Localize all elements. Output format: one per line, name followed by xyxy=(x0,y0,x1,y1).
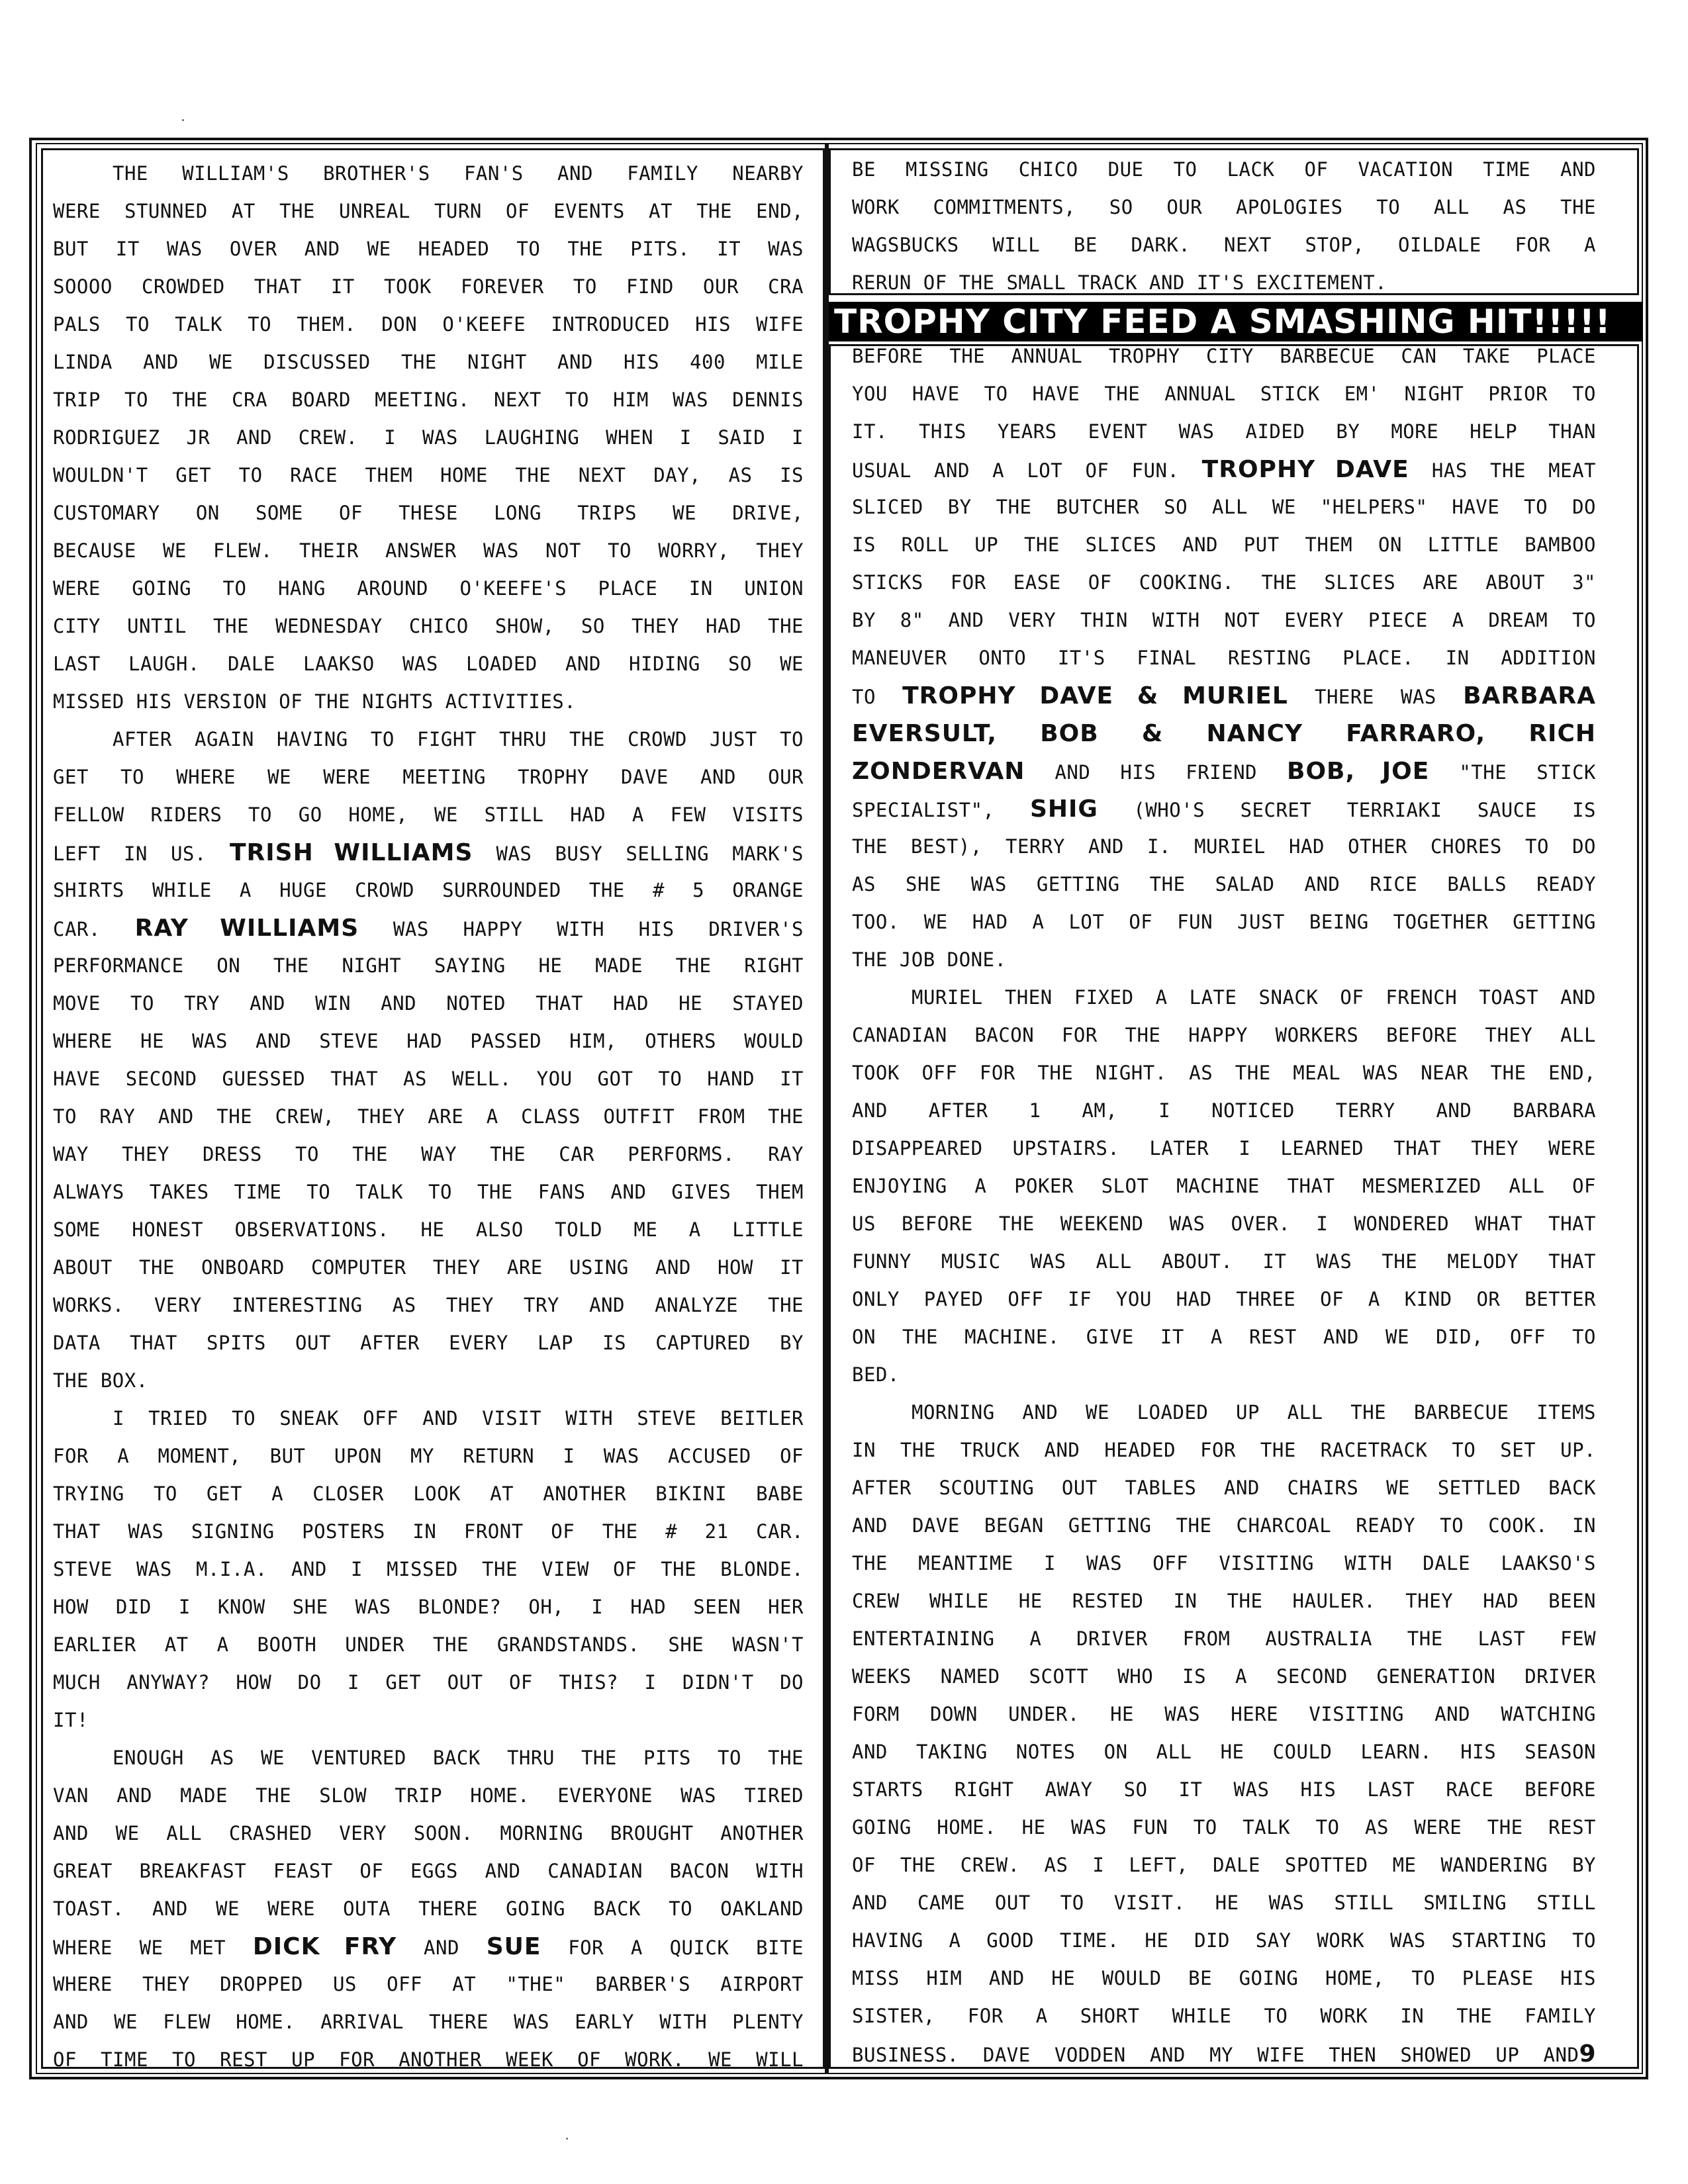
text-run: BECAUSE WE FLEW. THEIR ANSWER WAS NOT TO WORRY, THEY xyxy=(53,539,804,562)
text-run: AND xyxy=(397,1936,487,1959)
text-run: THE MEANTIME I WAS OFF VISITING WITH DALE LAAKSO'S xyxy=(852,1552,1596,1574)
text-line xyxy=(852,451,1596,488)
text-line xyxy=(852,639,1596,677)
text-line xyxy=(852,226,1596,264)
text-line xyxy=(852,1771,1596,1809)
text-run: CITY UNTIL THE WEDNESDAY CHICO SHOW, SO THEY HAD THE xyxy=(53,615,804,637)
text-run: TO RAY AND THE CREW, THEY ARE A CLASS OUTFIT FROM THE xyxy=(53,1105,804,1128)
text-run: BED. xyxy=(852,1363,900,1386)
text-run: GOING HOME. HE WAS FUN TO TALK TO AS WERE THE REST xyxy=(852,1816,1596,1839)
text-run: CAR. xyxy=(53,918,135,940)
text-run: WHERE WE MET xyxy=(53,1936,253,1959)
text-line xyxy=(53,683,804,721)
text-run: THE BEST), TERRY AND I. MURIEL HAD OTHER CHORES TO DO xyxy=(852,835,1596,858)
text-line xyxy=(53,1437,804,1475)
text-run: AND CAME OUT TO VISIT. HE WAS STILL SMILING STILL xyxy=(852,1891,1596,1914)
text-line xyxy=(53,230,804,268)
text-line xyxy=(53,1664,804,1702)
text-line xyxy=(53,1588,804,1626)
text-run: WERE STUNNED AT THE UNREAL TURN OF EVENTS AT THE END, xyxy=(53,200,804,222)
text-run: DISAPPEARED UPSTAIRS. LATER I LEARNED THAT THEY WERE xyxy=(852,1137,1596,1160)
text-run: YOU HAVE TO HAVE THE ANNUAL STICK EM' NIGHT PRIOR TO xyxy=(852,383,1596,405)
right-top-text xyxy=(852,151,1596,302)
text-run: CANADIAN BACON FOR THE HAPPY WORKERS BEFORE THEY ALL xyxy=(852,1024,1596,1046)
bold-name: TROPHY DAVE xyxy=(1201,456,1409,483)
text-run: OF THE CREW. AS I LEFT, DALE SPOTTED ME WANDERING BY xyxy=(852,1854,1596,1876)
text-run: TOOK OFF FOR THE NIGHT. AS THE MEAL WAS NEAR THE END, xyxy=(852,1062,1596,1084)
text-line xyxy=(53,947,804,985)
text-line xyxy=(852,677,1596,715)
text-line xyxy=(53,1513,804,1551)
text-line xyxy=(852,1960,1596,1997)
text-line xyxy=(852,488,1596,526)
text-line xyxy=(852,375,1596,413)
text-run: TOAST. AND WE WERE OUTA THERE GOING BACK TO OAKLAND xyxy=(53,1897,804,1920)
text-run: AND HIS FRIEND xyxy=(1025,761,1288,784)
text-run: ABOUT THE ONBOARD COMPUTER THEY ARE USING AND HOW IT xyxy=(53,1256,804,1279)
text-line xyxy=(53,721,804,758)
text-line xyxy=(852,1884,1596,1922)
article-headline: TROPHY CITY FEED A SMASHING HIT!!!!! xyxy=(829,302,1643,341)
text-run: SPECIALIST", xyxy=(852,799,1030,821)
text-line xyxy=(53,872,804,909)
text-run: OF TIME TO REST UP FOR ANOTHER WEEK OF WORK. WE WILL xyxy=(53,2048,804,2071)
text-run: THERE WAS xyxy=(1288,686,1464,708)
bold-name: RAY WILLIAMS xyxy=(134,915,359,942)
text-line xyxy=(852,1469,1596,1507)
text-line xyxy=(53,1136,804,1173)
text-run: AND TAKING NOTES ON ALL HE COULD LEARN. HIS SEASON xyxy=(852,1741,1596,1763)
text-line xyxy=(53,758,804,796)
text-run: ENOUGH AS WE VENTURED BACK THRU THE PITS TO THE xyxy=(113,1747,804,1769)
text-line xyxy=(852,1281,1596,1318)
text-run: "THE STICK xyxy=(1429,761,1596,784)
text-line xyxy=(53,2003,804,2041)
text-line xyxy=(53,1173,804,1211)
text-run: TO xyxy=(852,686,903,708)
text-line xyxy=(53,1626,804,1664)
text-run: PERFORMANCE ON THE NIGHT SAYING HE MADE THE RIGHT xyxy=(53,954,804,977)
text-run: SOOOO CROWDED THAT IT TOOK FOREVER TO FIND OUR CRA xyxy=(53,275,804,298)
text-run: TRYING TO GET A CLOSER LOOK AT ANOTHER BIKINI BABE xyxy=(53,1482,804,1505)
text-run: AND WE FLEW HOME. ARRIVAL THERE WAS EARLY WITH PLENTY xyxy=(53,2011,804,2033)
text-line xyxy=(53,909,804,947)
text-run: DATA THAT SPITS OUT AFTER EVERY LAP IS CAPTURED BY xyxy=(53,1332,804,1354)
text-line xyxy=(852,151,1596,189)
text-line xyxy=(852,715,1596,752)
text-run: VAN AND MADE THE SLOW TRIP HOME. EVERYONE WAS TIRED xyxy=(53,1784,804,1807)
text-line xyxy=(53,306,804,343)
text-run: BUT IT WAS OVER AND WE HEADED TO THE PITS. IT WAS xyxy=(53,238,804,260)
text-run: PALS TO TALK TO THEM. DON O'KEEFE INTRODUCED HIS WIFE xyxy=(53,313,804,336)
text-run: FORM DOWN UNDER. HE WAS HERE VISITING AND WATCHING xyxy=(852,1703,1596,1725)
text-line xyxy=(852,1054,1596,1092)
text-run: MURIEL THEN FIXED A LATE SNACK OF FRENCH TOAST AND xyxy=(912,986,1596,1009)
text-line xyxy=(53,1739,804,1777)
text-line xyxy=(852,1658,1596,1696)
bold-name: DICK FRY xyxy=(252,1933,397,1960)
text-run: RERUN OF THE SMALL TRACK AND IT'S EXCITEMENT. xyxy=(852,271,1387,294)
text-line xyxy=(852,1846,1596,1884)
text-run: WERE GOING TO HANG AROUND O'KEEFE'S PLACE IN UNION xyxy=(53,577,804,600)
text-run: AFTER SCOUTING OUT TABLES AND CHAIRS WE SETTLED BACK xyxy=(852,1477,1596,1499)
text-line xyxy=(53,1324,804,1362)
text-run: STICKS FOR EASE OF COOKING. THE SLICES ARE ABOUT 3" xyxy=(852,571,1596,594)
text-run: MORNING AND WE LOADED UP ALL THE BARBECUE ITEMS xyxy=(912,1401,1596,1424)
text-line xyxy=(852,1243,1596,1281)
text-run: FOR A QUICK BITE xyxy=(541,1936,804,1959)
text-line xyxy=(852,1092,1596,1130)
text-line xyxy=(852,790,1596,828)
text-run: MUCH ANYWAY? HOW DO I GET OUT OF THIS? I DIDN'T DO xyxy=(53,1671,804,1694)
text-run: ENJOYING A POKER SLOT MACHINE THAT MESMERIZED ALL OF xyxy=(852,1175,1596,1197)
scan-speck xyxy=(566,2138,568,2140)
bold-name: SUE xyxy=(486,1933,541,1960)
text-line xyxy=(852,526,1596,564)
text-run: ALWAYS TAKES TIME TO TALK TO THE FANS AND GIVES THEM xyxy=(53,1181,804,1203)
text-line xyxy=(53,1890,804,1928)
bold-name: EVERSULT, BOB & NANCY FARRARO, RICH xyxy=(852,720,1596,747)
text-run: MANEUVER ONTO IT'S FINAL RESTING PLACE. IN ADDITION xyxy=(852,647,1596,669)
text-line xyxy=(53,1249,804,1287)
text-run: LAST LAUGH. DALE LAAKSO WAS LOADED AND HIDING SO WE xyxy=(53,653,804,675)
text-line xyxy=(852,1394,1596,1432)
text-line xyxy=(53,645,804,683)
text-run: BEFORE THE ANNUAL TROPHY CITY BARBECUE CAN TAKE PLACE xyxy=(852,345,1596,367)
text-line xyxy=(53,457,804,494)
text-line xyxy=(852,979,1596,1017)
text-line xyxy=(852,828,1596,866)
page-number: 9 xyxy=(1579,2040,1596,2068)
text-line xyxy=(852,189,1596,226)
text-run: CREW WHILE HE RESTED IN THE HAULER. THEY HAD BEEN xyxy=(852,1590,1596,1612)
text-line xyxy=(852,941,1596,979)
text-run: BY 8" AND VERY THIN WITH NOT EVERY PIECE A DREAM TO xyxy=(852,609,1596,631)
text-run: TOO. WE HAD A LOT OF FUN JUST BEING TOGETHER GETTING xyxy=(852,911,1596,933)
text-run: IT. THIS YEARS EVENT WAS AIDED BY MORE HELP THAN xyxy=(852,420,1596,443)
text-line xyxy=(852,1733,1596,1771)
text-run: SOME HONEST OBSERVATIONS. HE ALSO TOLD ME A LITTLE xyxy=(53,1218,804,1241)
text-run: GET TO WHERE WE WERE MEETING TROPHY DAVE AND OUR xyxy=(53,766,804,788)
text-line xyxy=(53,1852,804,1890)
text-line xyxy=(53,1023,804,1060)
text-run: THE BOX. xyxy=(53,1369,148,1392)
text-line xyxy=(53,1475,804,1513)
text-line xyxy=(852,1130,1596,1167)
text-run: IN THE TRUCK AND HEADED FOR THE RACETRACK TO SET UP. xyxy=(852,1439,1596,1461)
text-line xyxy=(852,1620,1596,1658)
text-run: FOR A MOMENT, BUT UPON MY RETURN I WAS ACCUSED OF xyxy=(53,1445,804,1467)
text-run: LEFT IN US. xyxy=(53,842,230,865)
text-line xyxy=(53,268,804,306)
text-line xyxy=(53,343,804,381)
text-run: AND DAVE BEGAN GETTING THE CHARCOAL READY TO COOK. IN xyxy=(852,1514,1596,1537)
text-run: THE JOB DONE. xyxy=(852,948,1007,971)
text-run: HOW DID I KNOW SHE WAS BLONDE? OH, I HAD SEEN HER xyxy=(53,1596,804,1618)
text-run: BE MISSING CHICO DUE TO LACK OF VACATION TIME AND xyxy=(852,158,1596,181)
text-run: MOVE TO TRY AND WIN AND NOTED THAT HAD HE STAYED xyxy=(53,992,804,1015)
bold-name: TROPHY DAVE & MURIEL xyxy=(902,682,1288,709)
text-run: MISS HIM AND HE WOULD BE GOING HOME, TO PLEASE HIS xyxy=(852,1967,1596,1989)
text-line xyxy=(53,1928,804,1966)
text-line xyxy=(852,338,1596,375)
text-line xyxy=(53,419,804,457)
text-run: TRIP TO THE CRA BOARD MEETING. NEXT TO HIM WAS DENNIS xyxy=(53,388,804,411)
text-line xyxy=(53,608,804,645)
text-run: HAVE SECOND GUESSED THAT AS WELL. YOU GOT TO HAND IT xyxy=(53,1068,804,1090)
text-run: AND WE ALL CRASHED VERY SOON. MORNING BROUGHT ANOTHER xyxy=(53,1822,804,1844)
text-run: AFTER AGAIN HAVING TO FIGHT THRU THE CROWD JUST TO xyxy=(113,728,804,751)
text-line xyxy=(53,494,804,532)
text-run: STEVE WAS M.I.A. AND I MISSED THE VIEW OF THE BLONDE. xyxy=(53,1558,804,1580)
text-run: IT! xyxy=(53,1709,89,1731)
text-line xyxy=(53,381,804,419)
text-run: WAS HAPPY WITH HIS DRIVER'S xyxy=(359,918,804,940)
text-run: CUSTOMARY ON SOME OF THESE LONG TRIPS WE DRIVE, xyxy=(53,502,804,524)
text-run: (WHO'S SECRET TERRIAKI SAUCE IS xyxy=(1098,799,1596,821)
text-run: ON THE MACHINE. GIVE IT A REST AND WE DID, OFF TO xyxy=(852,1326,1596,1348)
text-line xyxy=(852,1809,1596,1846)
text-line xyxy=(852,866,1596,903)
text-line xyxy=(53,796,804,834)
bold-name: BARBARA xyxy=(1463,682,1596,709)
text-line xyxy=(53,532,804,570)
text-run: FUNNY MUSIC WAS ALL ABOUT. IT WAS THE MELODY THAT xyxy=(852,1250,1596,1273)
text-line xyxy=(53,193,804,230)
text-run: FELLOW RIDERS TO GO HOME, WE STILL HAD A FEW VISITS xyxy=(53,803,804,826)
text-line xyxy=(53,1211,804,1249)
text-line xyxy=(852,752,1596,790)
text-run: USUAL AND A LOT OF FUN. xyxy=(852,459,1202,482)
text-line xyxy=(53,985,804,1023)
text-line xyxy=(852,1318,1596,1356)
bold-name: TRISH WILLIAMS xyxy=(229,839,473,866)
text-line xyxy=(53,1777,804,1815)
text-line xyxy=(852,1922,1596,1960)
text-line xyxy=(53,1362,804,1400)
text-run: AS SHE WAS GETTING THE SALAD AND RICE BALLS READY xyxy=(852,873,1596,895)
text-line xyxy=(852,564,1596,602)
text-line xyxy=(852,264,1596,302)
text-line xyxy=(53,1702,804,1739)
text-line xyxy=(852,602,1596,639)
text-line xyxy=(852,1582,1596,1620)
text-run: US BEFORE THE WEEKEND WAS OVER. I WONDERED WHAT THAT xyxy=(852,1212,1596,1235)
text-run: AND AFTER 1 AM, I NOTICED TERRY AND BARBARA xyxy=(852,1099,1596,1122)
text-run: SLICED BY THE BUTCHER SO ALL WE "HELPERS" HAVE TO DO xyxy=(852,496,1596,518)
text-run: WAGSBUCKS WILL BE DARK. NEXT STOP, OILDALE FOR A xyxy=(852,234,1596,256)
text-run: GREAT BREAKFAST FEAST OF EGGS AND CANADIAN BACON WITH xyxy=(53,1860,804,1882)
text-line xyxy=(852,1432,1596,1469)
text-run: MISSED HIS VERSION OF THE NIGHTS ACTIVITIES. xyxy=(53,690,577,713)
text-run: I TRIED TO SNEAK OFF AND VISIT WITH STEVE BEITLER xyxy=(113,1407,804,1430)
text-run: WORKS. VERY INTERESTING AS THEY TRY AND ANALYZE THE xyxy=(53,1294,804,1316)
text-line xyxy=(53,834,804,872)
text-run: IS ROLL UP THE SLICES AND PUT THEM ON LITTLE BAMBOO xyxy=(852,533,1596,556)
text-run: HAVING A GOOD TIME. HE DID SAY WORK WAS STARTING TO xyxy=(852,1929,1596,1952)
text-run: WOULDN'T GET TO RACE THEM HOME THE NEXT DAY, AS IS xyxy=(53,464,804,486)
text-line xyxy=(852,413,1596,451)
text-run: THE WILLIAM'S BROTHER'S FAN'S AND FAMILY NEARBY xyxy=(113,162,804,185)
text-line xyxy=(852,1017,1596,1054)
text-line xyxy=(53,1098,804,1136)
text-line xyxy=(53,155,804,193)
text-run: RODRIGUEZ JR AND CREW. I WAS LAUGHING WHEN I SAID I xyxy=(53,426,804,449)
text-run: SHIRTS WHILE A HUGE CROWD SURROUNDED THE # 5 ORANGE xyxy=(53,879,804,901)
text-line xyxy=(53,1060,804,1098)
text-line xyxy=(53,570,804,608)
text-run: WHERE THEY DROPPED US OFF AT "THE" BARBER'S AIRPORT xyxy=(53,1973,804,1995)
text-line xyxy=(53,2041,804,2079)
text-run: LINDA AND WE DISCUSSED THE NIGHT AND HIS 400 MILE xyxy=(53,351,804,373)
text-line xyxy=(53,1400,804,1437)
text-run: WORK COMMITMENTS, SO OUR APOLOGIES TO ALL AS THE xyxy=(852,196,1596,218)
text-run: BUSINESS. DAVE VODDEN AND MY WIFE THEN SHOWED UP AND xyxy=(852,2044,1579,2066)
text-run: WEEKS NAMED SCOTT WHO IS A SECOND GENERATION DRIVER xyxy=(852,1665,1596,1688)
bold-name: ZONDERVAN xyxy=(852,758,1025,785)
text-line xyxy=(852,903,1596,941)
text-run: ONLY PAYED OFF IF YOU HAD THREE OF A KIND OR BETTER xyxy=(852,1288,1596,1310)
text-line xyxy=(852,1545,1596,1582)
text-run: WAS BUSY SELLING MARK'S xyxy=(473,842,804,865)
text-line xyxy=(53,1551,804,1588)
text-line xyxy=(852,2035,1596,2073)
text-line xyxy=(852,1167,1596,1205)
text-line xyxy=(852,1205,1596,1243)
text-run: ENTERTAINING A DRIVER FROM AUSTRALIA THE LAST FEW xyxy=(852,1627,1596,1650)
text-run: WAY THEY DRESS TO THE WAY THE CAR PERFORMS. RAY xyxy=(53,1143,804,1165)
scan-speck xyxy=(182,119,184,121)
text-run: EARLIER AT A BOOTH UNDER THE GRANDSTANDS. SHE WASN'T xyxy=(53,1633,804,1656)
text-line xyxy=(852,1507,1596,1545)
text-line xyxy=(852,1356,1596,1394)
text-line xyxy=(53,1966,804,2003)
left-column-text xyxy=(53,155,804,2079)
text-run: STARTS RIGHT AWAY SO IT WAS HIS LAST RACE BEFORE xyxy=(852,1778,1596,1801)
text-run: WHERE HE WAS AND STEVE HAD PASSED HIM, OTHERS WOULD xyxy=(53,1030,804,1052)
text-run: THAT WAS SIGNING POSTERS IN FRONT OF THE # 21 CAR. xyxy=(53,1520,804,1543)
text-line xyxy=(53,1287,804,1324)
text-line xyxy=(852,1997,1596,2035)
text-run: SISTER, FOR A SHORT WHILE TO WORK IN THE FAMILY xyxy=(852,2005,1596,2027)
bold-name: BOB, JOE xyxy=(1287,758,1430,785)
text-run: HAS THE MEAT xyxy=(1409,459,1596,482)
bold-name: SHIG xyxy=(1029,796,1098,823)
text-line xyxy=(852,1696,1596,1733)
text-line xyxy=(53,1815,804,1852)
right-bottom-text xyxy=(852,338,1596,2073)
